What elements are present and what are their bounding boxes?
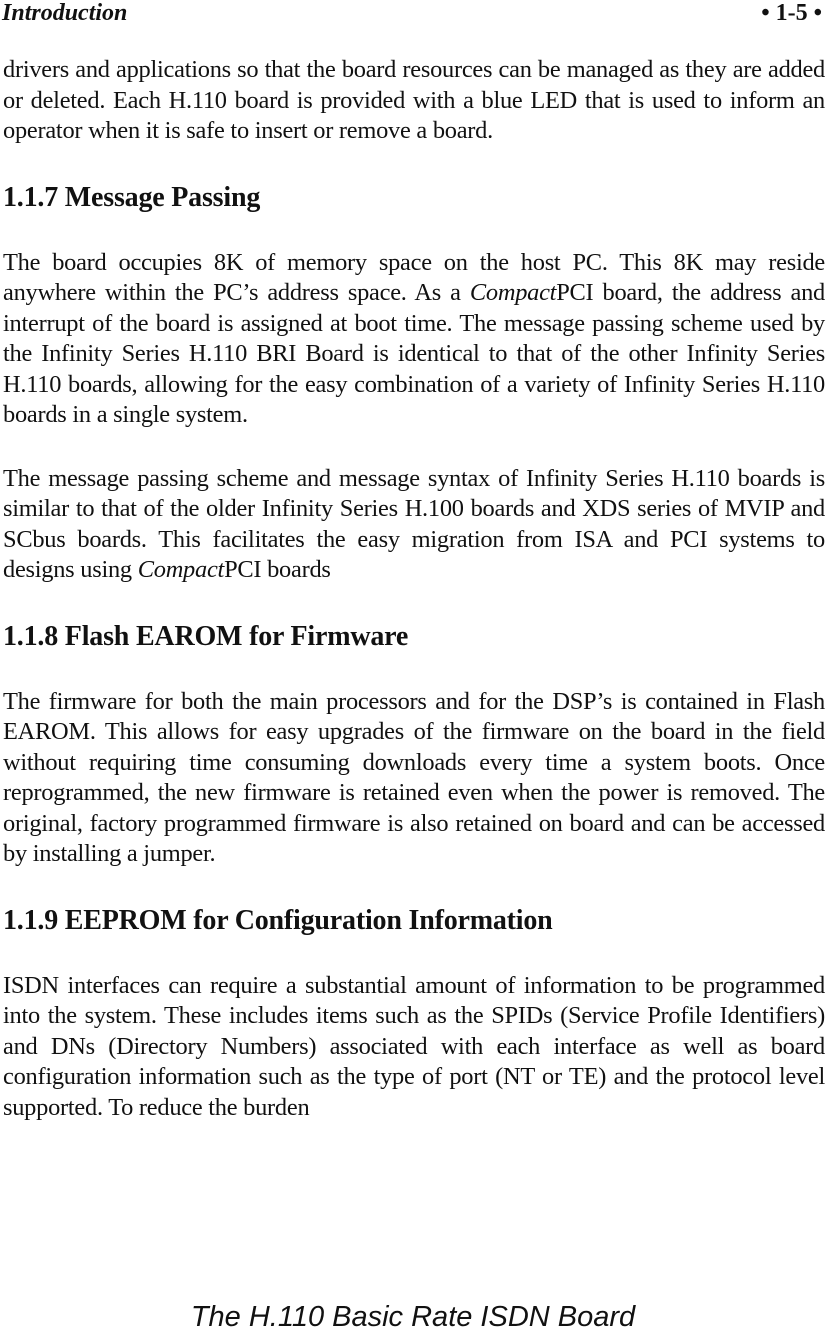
text-run: PCI boards: [224, 556, 331, 583]
chapter-title: Introduction: [2, 0, 128, 26]
italic-run: Compact: [469, 279, 557, 306]
section-heading-flash-earom: 1.1.8 Flash EAROM for Firmware: [3, 620, 409, 652]
page-footer: The H.110 Basic Rate ISDN Board: [190, 1301, 636, 1333]
message-passing-paragraph-2: [3, 464, 825, 586]
flash-earom-paragraph: The firmware for both the main processors and for the DSP’s is contained in Flash EAROM. This allows for easy upgrades of the firmware on the board in the field without requiring time consuming downloads every time a system boots. Once reprogrammed, the new firmware is retained even when the power is removed. The original, factory programmed firmware is also retained on board and can be accessed by installing a jumper.: [3, 687, 825, 867]
page-header: [2, 0, 822, 30]
text-run: The board occupies 8K of memory space on the host PC. This 8K may reside anywhere within the PC’s address space. As a: [3, 248, 825, 306]
section-heading-message-passing: 1.1.7 Message Passing: [3, 181, 261, 213]
page-body: [3, 55, 825, 1123]
message-passing-paragraph-1: [3, 248, 825, 431]
eeprom-paragraph: ISDN interfaces can require a substantial amount of information to be programmed into the system. These includes items such as the SPIDs (Service Profile Identifiers) and DNs (Directory Numbers) associated with each interface as well as board configuration information such as the type of port (NT or TE) and the protocol level supported. To reduce the burden: [3, 971, 825, 1121]
intro-paragraph: drivers and applications so that the board resources can be managed as they are added or deleted. Each H.110 board is provided with a blue LED that is used to inform an operator when it is safe to insert or remove a board.: [3, 56, 825, 144]
text-run: PCI board, the address and interrupt of the board is assigned at boot time. The message passing scheme used by the Infinity Series H.110 BRI Board is identical to that of the other Infinity Series H.110 boards, allowing for the easy combination of a variety of Infinity Series H.110 boards in a single system.: [3, 279, 825, 428]
section-heading-eeprom: 1.1.9 EEPROM for Configuration Information: [3, 904, 553, 936]
page-number: • 1-5 •: [761, 0, 822, 26]
italic-run: Compact: [137, 556, 225, 583]
text-run: The message passing scheme and message syntax of Infinity Series H.110 boards is similar to that of the older Infinity Series H.100 boards and XDS series of MVIP and SCbus boards. This facilitates the easy migration from ISA and PCI systems to designs using: [3, 464, 825, 583]
